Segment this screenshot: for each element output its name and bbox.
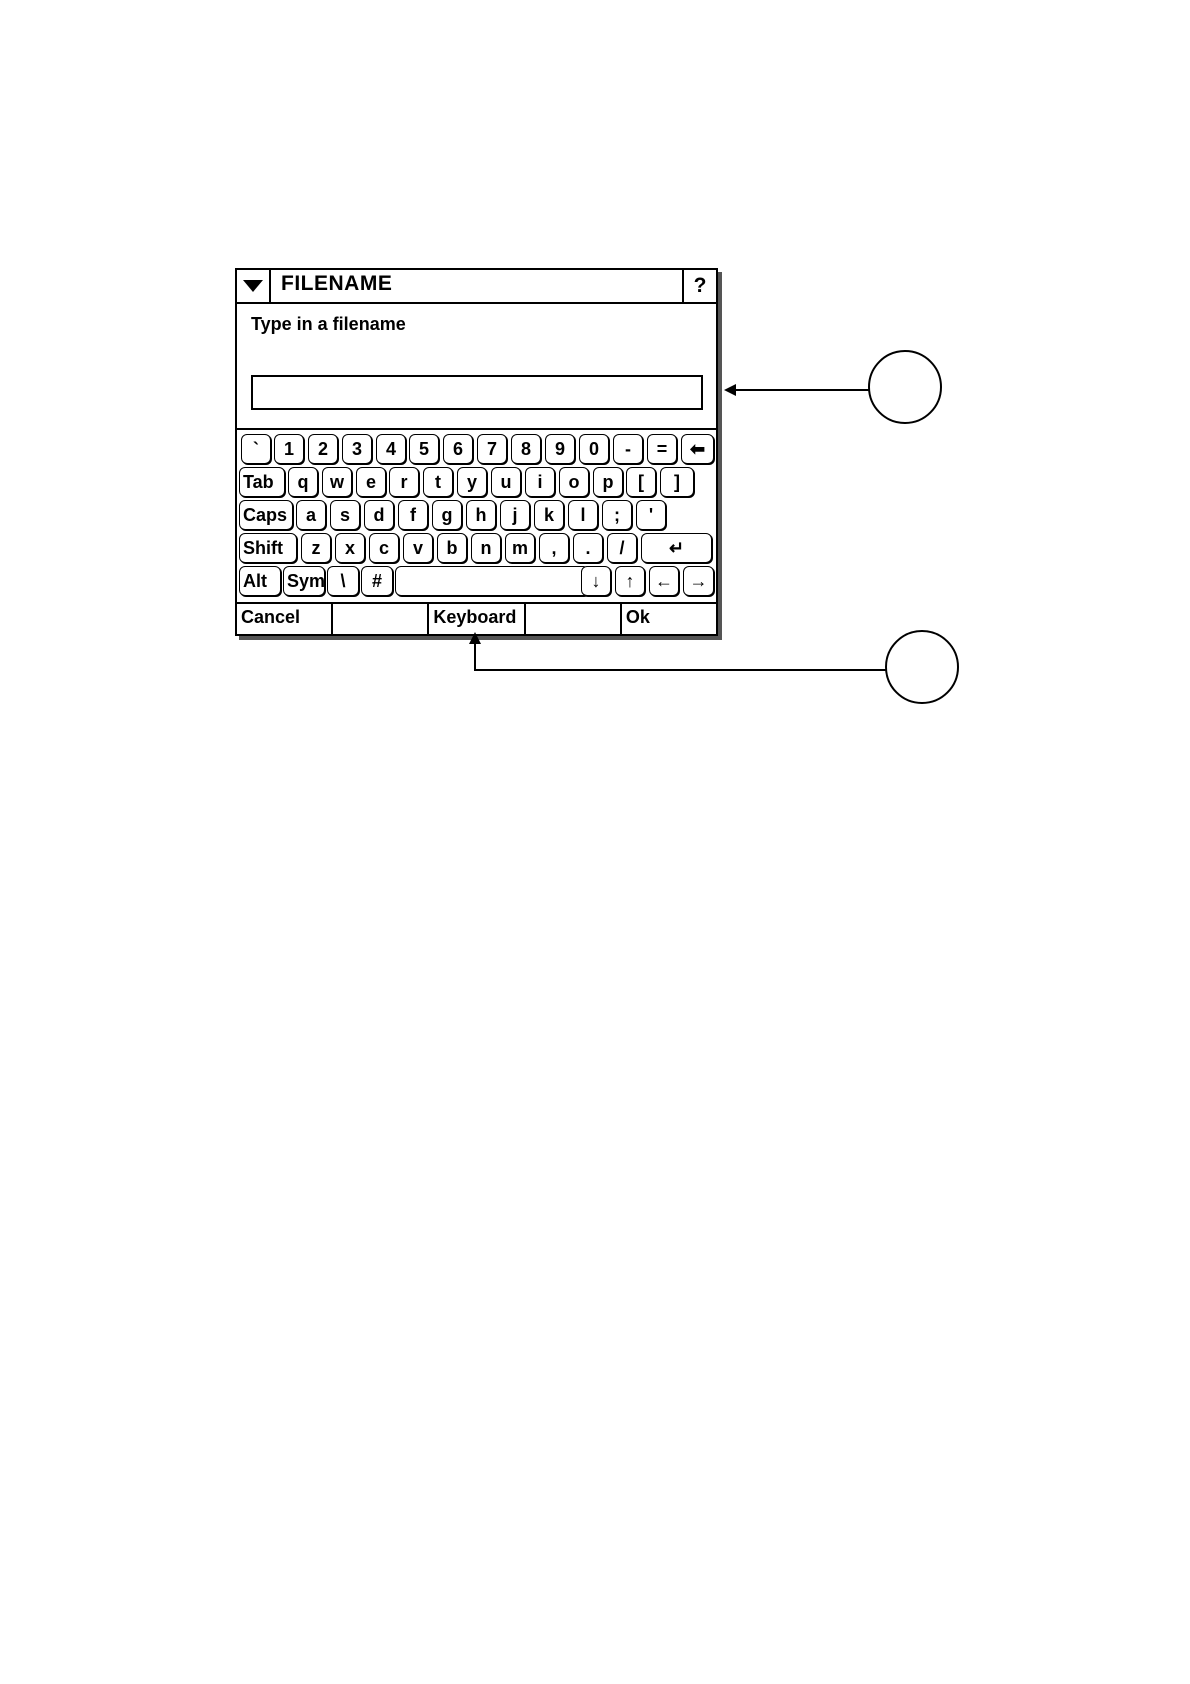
key-k[interactable]: k <box>534 500 564 530</box>
key-4[interactable]: 4 <box>376 434 406 464</box>
callout-circle-2 <box>886 631 958 703</box>
key-backslash[interactable]: \ <box>327 566 359 596</box>
key-equals[interactable]: = <box>647 434 677 464</box>
key-z[interactable]: z <box>301 533 331 563</box>
key-c[interactable]: c <box>369 533 399 563</box>
key-a[interactable]: a <box>296 500 326 530</box>
key-sym[interactable]: Sym <box>283 566 325 596</box>
callout-circle-1 <box>869 351 941 423</box>
key-r[interactable]: r <box>389 467 419 497</box>
key-2[interactable]: 2 <box>308 434 338 464</box>
key-y[interactable]: y <box>457 467 487 497</box>
key-o[interactable]: o <box>559 467 589 497</box>
key-w[interactable]: w <box>322 467 352 497</box>
key-i[interactable]: i <box>525 467 555 497</box>
key-tab[interactable]: Tab <box>239 467 285 497</box>
key-down-arrow[interactable]: ↓ <box>581 566 611 596</box>
key-up-arrow[interactable]: ↑ <box>615 566 645 596</box>
key-caps[interactable]: Caps <box>239 500 293 530</box>
key-h[interactable]: h <box>466 500 496 530</box>
key-enter[interactable]: ↵ <box>641 533 712 563</box>
key-j[interactable]: j <box>500 500 530 530</box>
key-5[interactable]: 5 <box>409 434 439 464</box>
key-backspace[interactable]: ⬅ <box>681 434 714 464</box>
key-x[interactable]: x <box>335 533 365 563</box>
key-l[interactable]: l <box>568 500 598 530</box>
key-shift[interactable]: Shift <box>239 533 297 563</box>
cancel-softkey[interactable]: Cancel <box>237 604 333 634</box>
key-0[interactable]: 0 <box>579 434 609 464</box>
dialog-title: FILENAME <box>281 272 393 295</box>
key-period[interactable]: . <box>573 533 603 563</box>
key-u[interactable]: u <box>491 467 521 497</box>
callout-arrowhead-2 <box>469 632 481 644</box>
keyboard-softkey[interactable]: Keyboard <box>429 604 525 634</box>
key-backtick[interactable]: ` <box>241 434 271 464</box>
key-slash[interactable]: / <box>607 533 637 563</box>
key-b[interactable]: b <box>437 533 467 563</box>
key-hash[interactable]: # <box>361 566 393 596</box>
key-n[interactable]: n <box>471 533 501 563</box>
prompt-label: Type in a filename <box>251 314 406 334</box>
key-t[interactable]: t <box>423 467 453 497</box>
ok-softkey[interactable]: Ok <box>625 607 650 627</box>
key-s[interactable]: s <box>330 500 360 530</box>
key-comma[interactable]: , <box>539 533 569 563</box>
key-1[interactable]: 1 <box>274 434 304 464</box>
key-v[interactable]: v <box>403 533 433 563</box>
key-9[interactable]: 9 <box>545 434 575 464</box>
key-8[interactable]: 8 <box>511 434 541 464</box>
key-6[interactable]: 6 <box>443 434 473 464</box>
key-apostrophe[interactable]: ' <box>636 500 666 530</box>
help-button[interactable]: ? <box>682 270 716 302</box>
key-q[interactable]: q <box>288 467 318 497</box>
key-semicolon[interactable]: ; <box>602 500 632 530</box>
key-alt[interactable]: Alt <box>239 566 281 596</box>
key-f[interactable]: f <box>398 500 428 530</box>
key-right-arrow[interactable]: → <box>683 566 714 596</box>
key-right-bracket[interactable]: ] <box>660 467 694 497</box>
key-e[interactable]: e <box>356 467 386 497</box>
callout-arrow-line-2 <box>475 640 886 670</box>
key-left-arrow[interactable]: ← <box>649 566 679 596</box>
key-d[interactable]: d <box>364 500 394 530</box>
key-m[interactable]: m <box>505 533 535 563</box>
callout-arrowhead-1 <box>724 384 736 396</box>
key-3[interactable]: 3 <box>342 434 372 464</box>
key-7[interactable]: 7 <box>477 434 507 464</box>
key-minus[interactable]: - <box>613 434 643 464</box>
key-p[interactable]: p <box>593 467 623 497</box>
key-g[interactable]: g <box>432 500 462 530</box>
key-left-bracket[interactable]: [ <box>626 467 656 497</box>
